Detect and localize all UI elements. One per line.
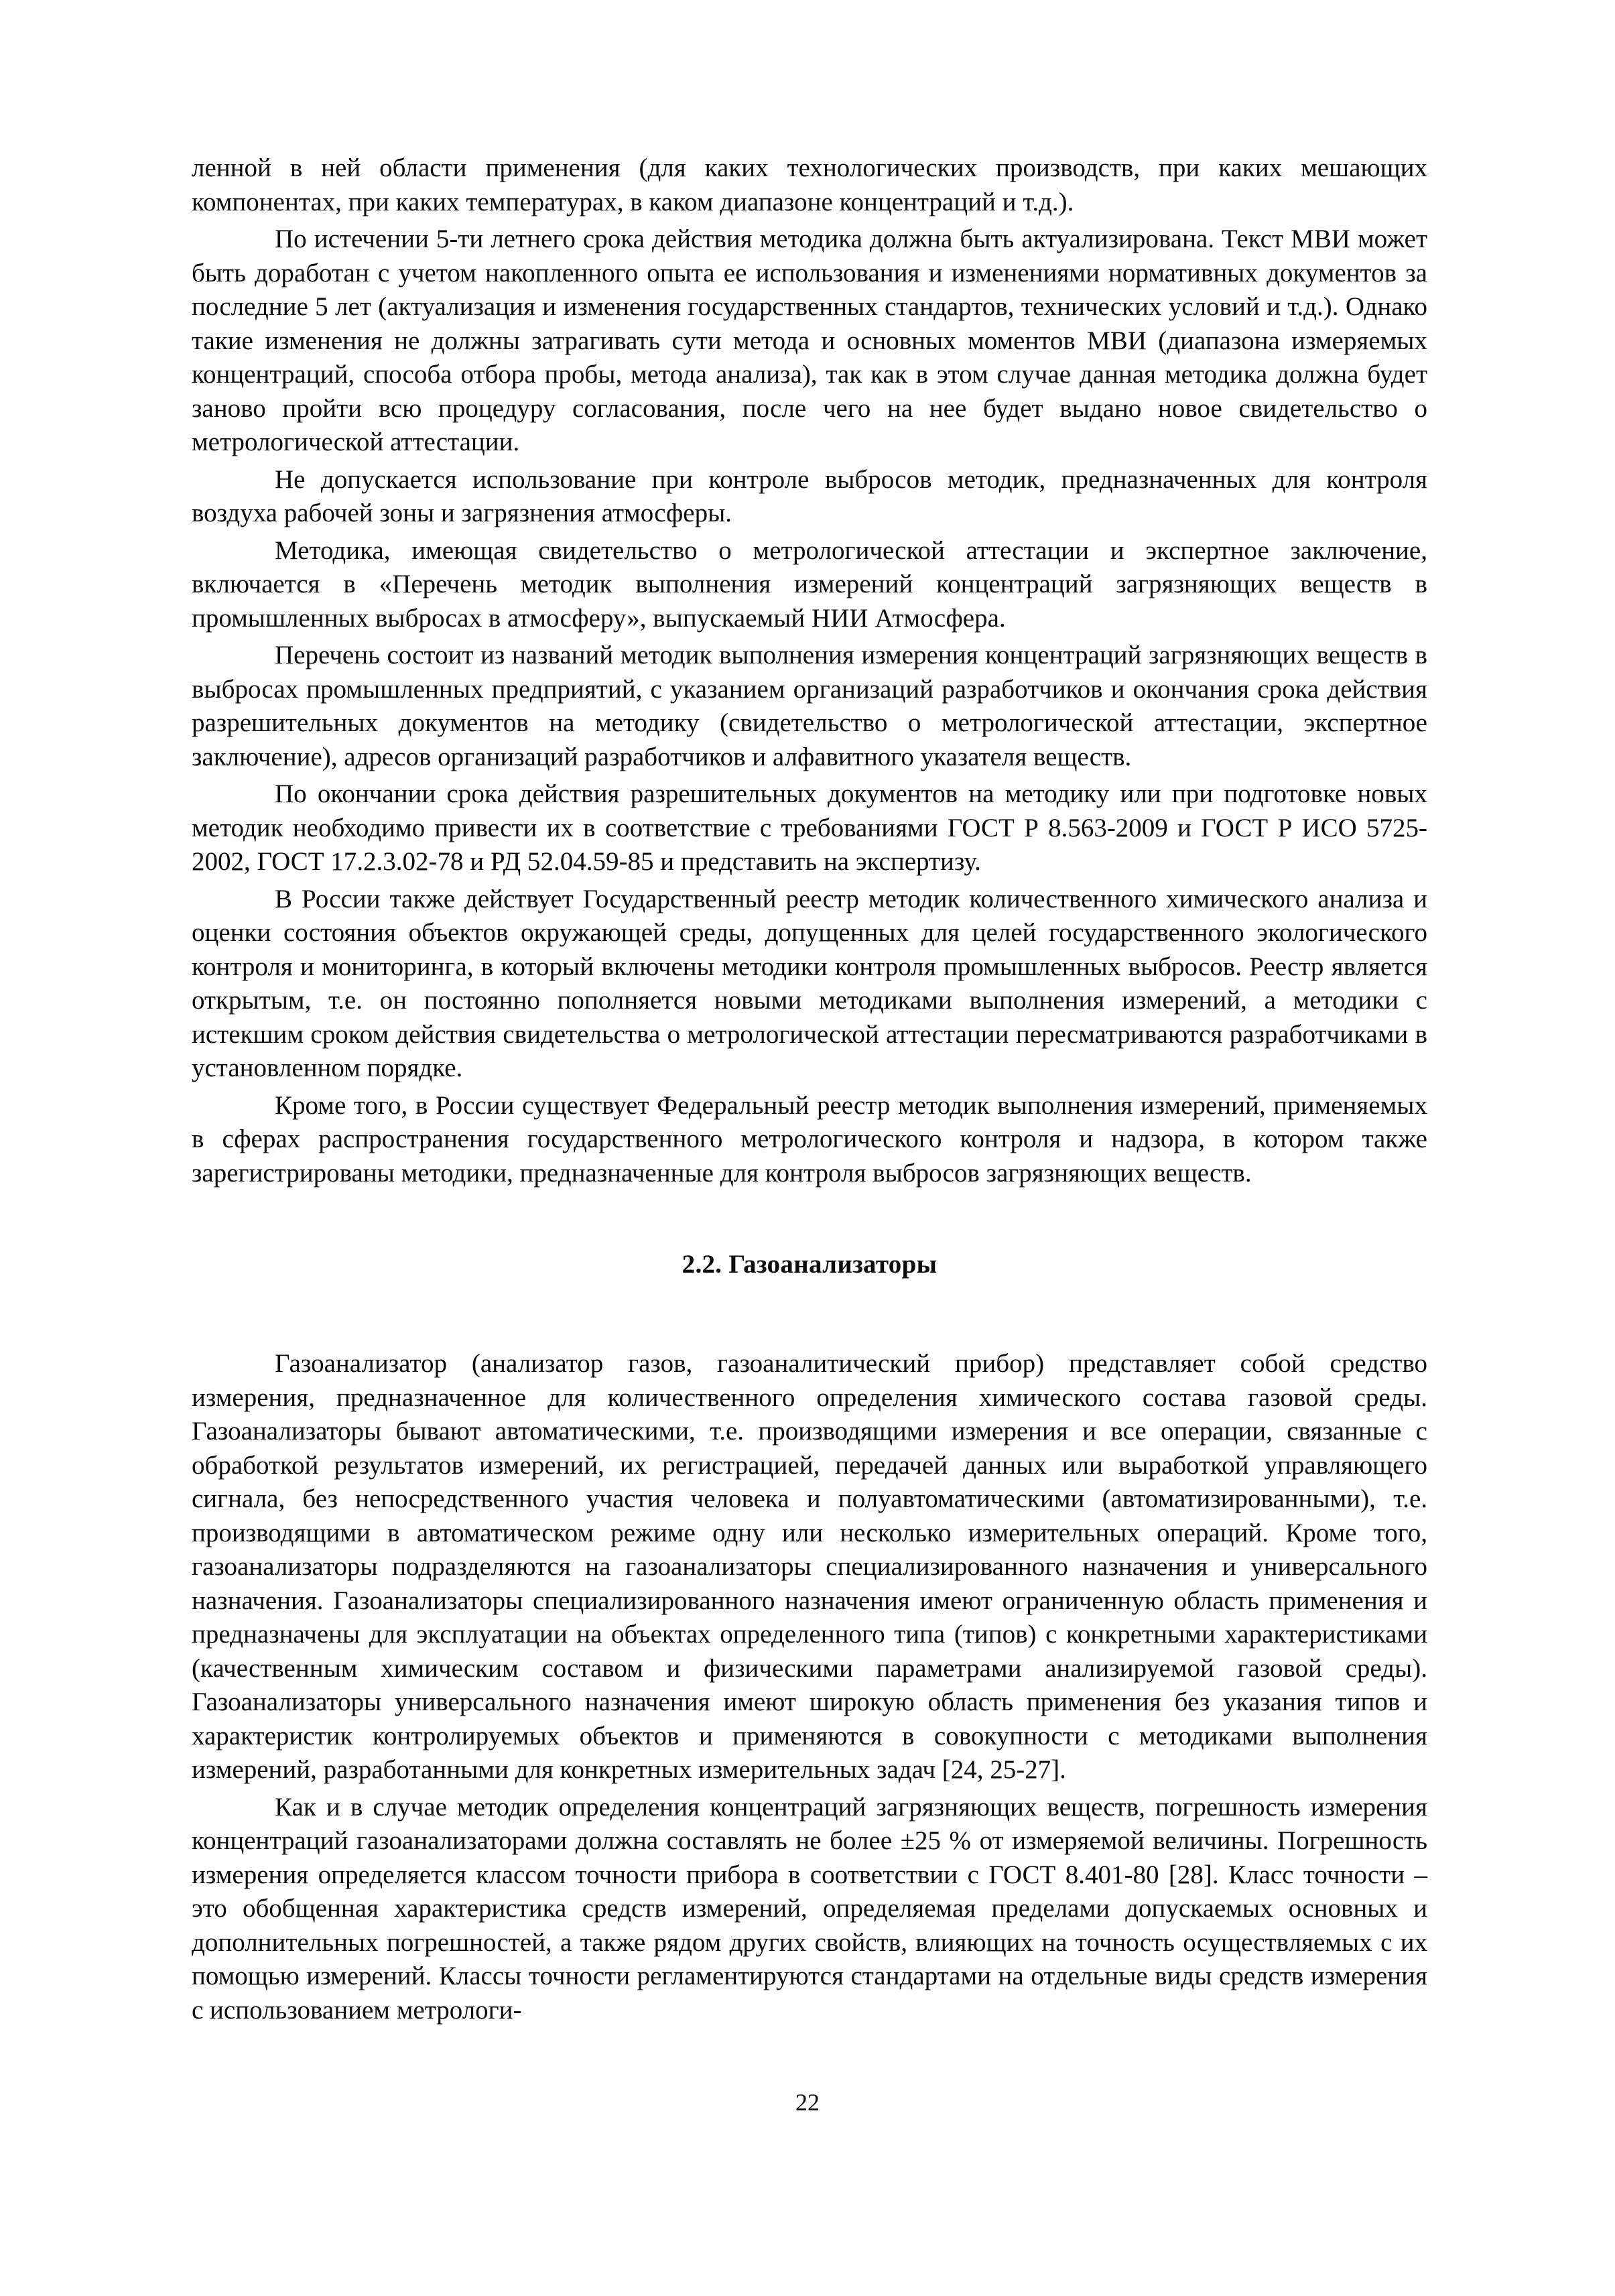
paragraph-methods-list: Методика, имеющая свидетельство о метрологической аттестации и экспертное заключение, включается в «Перечень методик выполнения измерений концентраций загрязняющих веществ в промышленных выбросах в атмосферу», выпускаемый НИИ Атмосфера. <box>192 535 1427 633</box>
paragraph-measurement-error: Как и в случае методик определения концентраций загрязняющих веществ, погрешность измерения концентраций газоанализаторами должна составлять не более ±25 % от измеряемой величины. Погрешность измерения определяется классом точности прибора в соответствии с ГОСТ 8.401-80 [28]. Класс точности – это обобщенная характеристика средств измерений, определяемая пределами допускаемых основных и дополнительных погрешностей, а также рядом других свойств, влияющих на точность осуществляемых с их помощью измерений. Классы точности регламентируются стандартами на отдельные виды средств измерения с использованием метрологи- <box>192 1792 1427 2025</box>
paragraph-continuation: ленной в ней области применения (для каких технологических производств, при каких мешающих компонентах, при каких температурах, в каком диапазоне концентраций и т.д.). <box>192 153 1427 216</box>
paragraph-federal-register: Кроме того, в России существует Федеральный реестр методик выполнения измерений, применяемых в сферах распространения государственного метрологического контроля и надзора, в котором также зарегистрированы методики, предназначенные для контроля выбросов загрязняющих веществ. <box>192 1090 1427 1188</box>
paragraph-prohibition: Не допускается использование при контроле выбросов методик, предназначенных для контроля воздуха рабочей зоны и загрязнения атмосферы. <box>192 464 1427 527</box>
paragraph-list-contents: Перечень состоит из названий методик выполнения измерения концентраций загрязняющих веществ в выбросах промышленных предприятий, с указанием организаций разработчиков и окончания срока действия разрешительных документов на методику (свидетельство о метрологической аттестации, экспертное заключение), адресов организаций разработчиков и алфавитного указателя веществ. <box>192 641 1427 771</box>
paragraph-gas-analyzer-definition: Газоанализатор (анализатор газов, газоаналитический прибор) представляет собой средство измерения, предназначенное для количественного определения химического состава газовой среды. Газоанализаторы бывают автоматическими, т.е. производящими измерения и все операции, связанные с обработкой результатов измерений, их регистрацией, передачей данных или выработкой управляющего сигнала, без непосредственного участия человека и полуавтоматическими (автоматизированными), т.е. производящими в автоматическом режиме одну или несколько измерительных операций. Кроме того, газоанализаторы подразделяются на газоанализаторы специализированного назначения и универсального назначения. Газоанализаторы специализированного назначения имеют ограниченную область применения и предназначены для эксплуатации на объектах определенного типа (типов) с конкретными характеристиками (качественным химическим составом и физическими параметрами анализируемой газовой среды). Газоанализаторы универсального назначения имеют широкую область применения без указания типов и характеристик контролируемых объектов и применяются в совокупности с методиками выполнения измерений, разработанными для конкретных измерительных задач [24, 25-27]. <box>192 1349 1427 1784</box>
page-body <box>192 151 1427 2027</box>
paragraph-state-register: В России также действует Государственный реестр методик количественного химического анализа и оценки состояния объектов окружающей среды, допущенных для целей государственного экологического контроля и мониторинга, в который включены методики контроля промышленных выбросов. Реестр является открытым, т.е. он постоянно пополняется новыми методиками выполнения измерений, а методики с истекшим сроком действия свидетельства о метрологической аттестации пересматриваются разработчиками в установленном порядке. <box>192 884 1427 1082</box>
section-heading: 2.2. Газоанализаторы <box>682 1250 938 1279</box>
paragraph-actualization: По истечении 5-ти летнего срока действия методика должна быть актуализирована. Текст МВИ может быть доработан с учетом накопленного опыта ее использования и изменениями нормативных документов за последние 5 лет (актуализация и изменения государственных стандартов, технических условий и т.д.). Однако такие изменения не должны затрагивать сути метода и основных моментов МВИ (диапазона измеряемых концентраций, способа отбора пробы, метода анализа), так как в этом случае данная методика должна будет заново пройти всю процедуру согласования, после чего на нее будет выдано новое свидетельство о метрологической аттестации. <box>192 225 1427 456</box>
paragraph-expiry: По окончании срока действия разрешительных документов на методику или при подготовке новых методик необходимо привести их в соответствие с требованиями ГОСТ Р 8.563-2009 и ГОСТ Р ИСО 5725-2002, ГОСТ 17.2.3.02-78 и РД 52.04.59-85 и представить на экспертизу. <box>192 779 1427 876</box>
page-number: 22 <box>795 2089 820 2116</box>
